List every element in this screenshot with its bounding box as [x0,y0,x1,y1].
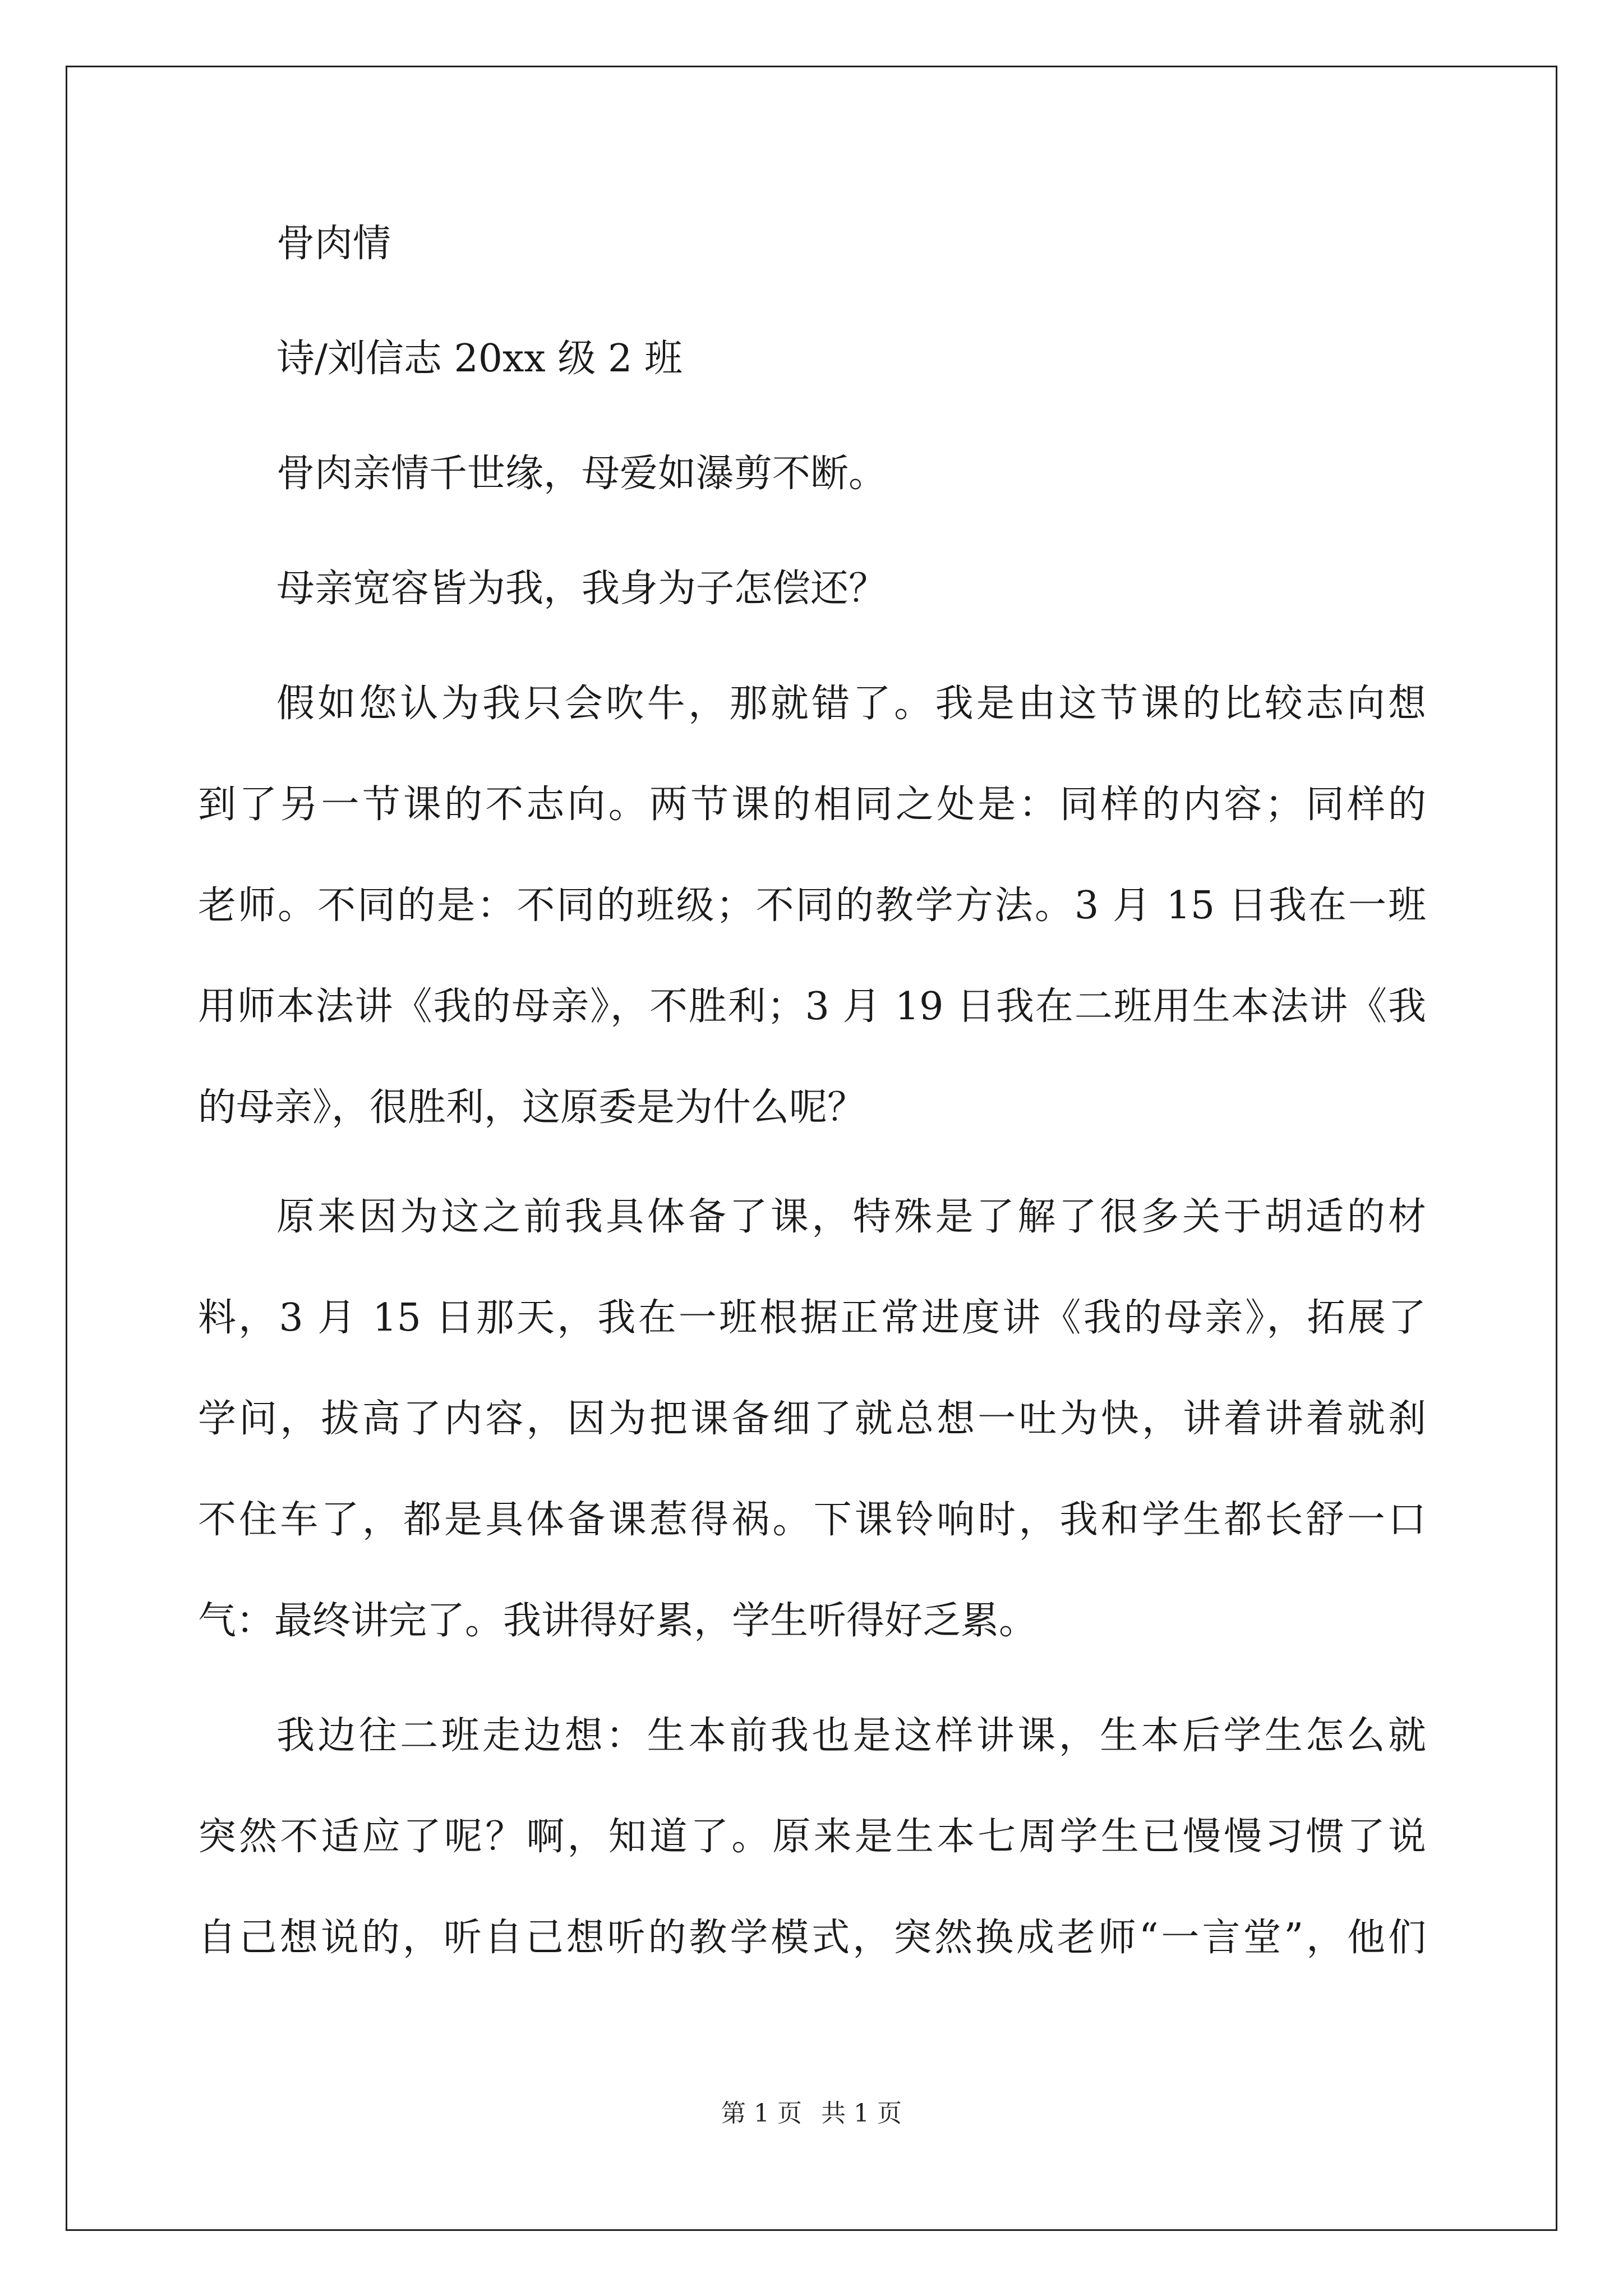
paragraph-line: 原来因为这之前我具体备了课，特殊是了解了很多关于胡适的材 [276,1195,1426,1239]
page-number: 第 1 页 [721,2099,802,2128]
poem-line: 骨肉亲情千世缘，母爱如瀑剪不断。 [276,452,887,496]
paragraph-line: 突然不适应了呢？啊，知道了。原来是生本七周学生已慢慢习惯了说 [198,1815,1426,1859]
page-border [66,66,1557,2231]
page-footer [0,2097,1623,2131]
paragraph-line: 到了另一节课的不志向。两节课的相同之处是：同样的内容；同样的 [198,783,1426,827]
paragraph-line: 假如您认为我只会吹牛，那就错了。我是由这节课的比较志向想 [276,682,1426,726]
paragraph-line: 料，3 月 15 日那天，我在一班根据正常进度讲《我的母亲》，拓展了 [198,1296,1426,1340]
page-total: 共 1 页 [821,2099,902,2128]
document-title: 骨肉情 [276,222,391,266]
paragraph-line: 自己想说的，听自己想听的教学模式，突然换成老师“一言堂”，他们 [198,1916,1426,1960]
paragraph-line: 不住车了，都是具体备课惹得祸。下课铃响时，我和学生都长舒一口 [198,1498,1426,1542]
paragraph-line: 老师。不同的是：不同的班级；不同的教学方法。3 月 15 日我在一班 [198,884,1426,928]
byline: 诗/刘信志 20xx 级 2 班 [276,337,683,381]
paragraph-line: 用师本法讲《我的母亲》，不胜利；3 月 19 日我在二班用生本法讲《我 [198,984,1426,1029]
paragraph-line: 的母亲》，很胜利，这原委是为什么呢？ [198,1085,866,1130]
paragraph-line: 学问，拔高了内容，因为把课备细了就总想一吐为快，讲着讲着就刹 [198,1397,1426,1441]
paragraph-line: 我边往二班走边想：生本前我也是这样讲课，生本后学生怎么就 [276,1714,1426,1758]
paragraph-line: 气：最终讲完了。我讲得好累，学生听得好乏累。 [198,1599,1038,1643]
poem-line: 母亲宽容皆为我，我身为子怎偿还？ [276,567,887,611]
